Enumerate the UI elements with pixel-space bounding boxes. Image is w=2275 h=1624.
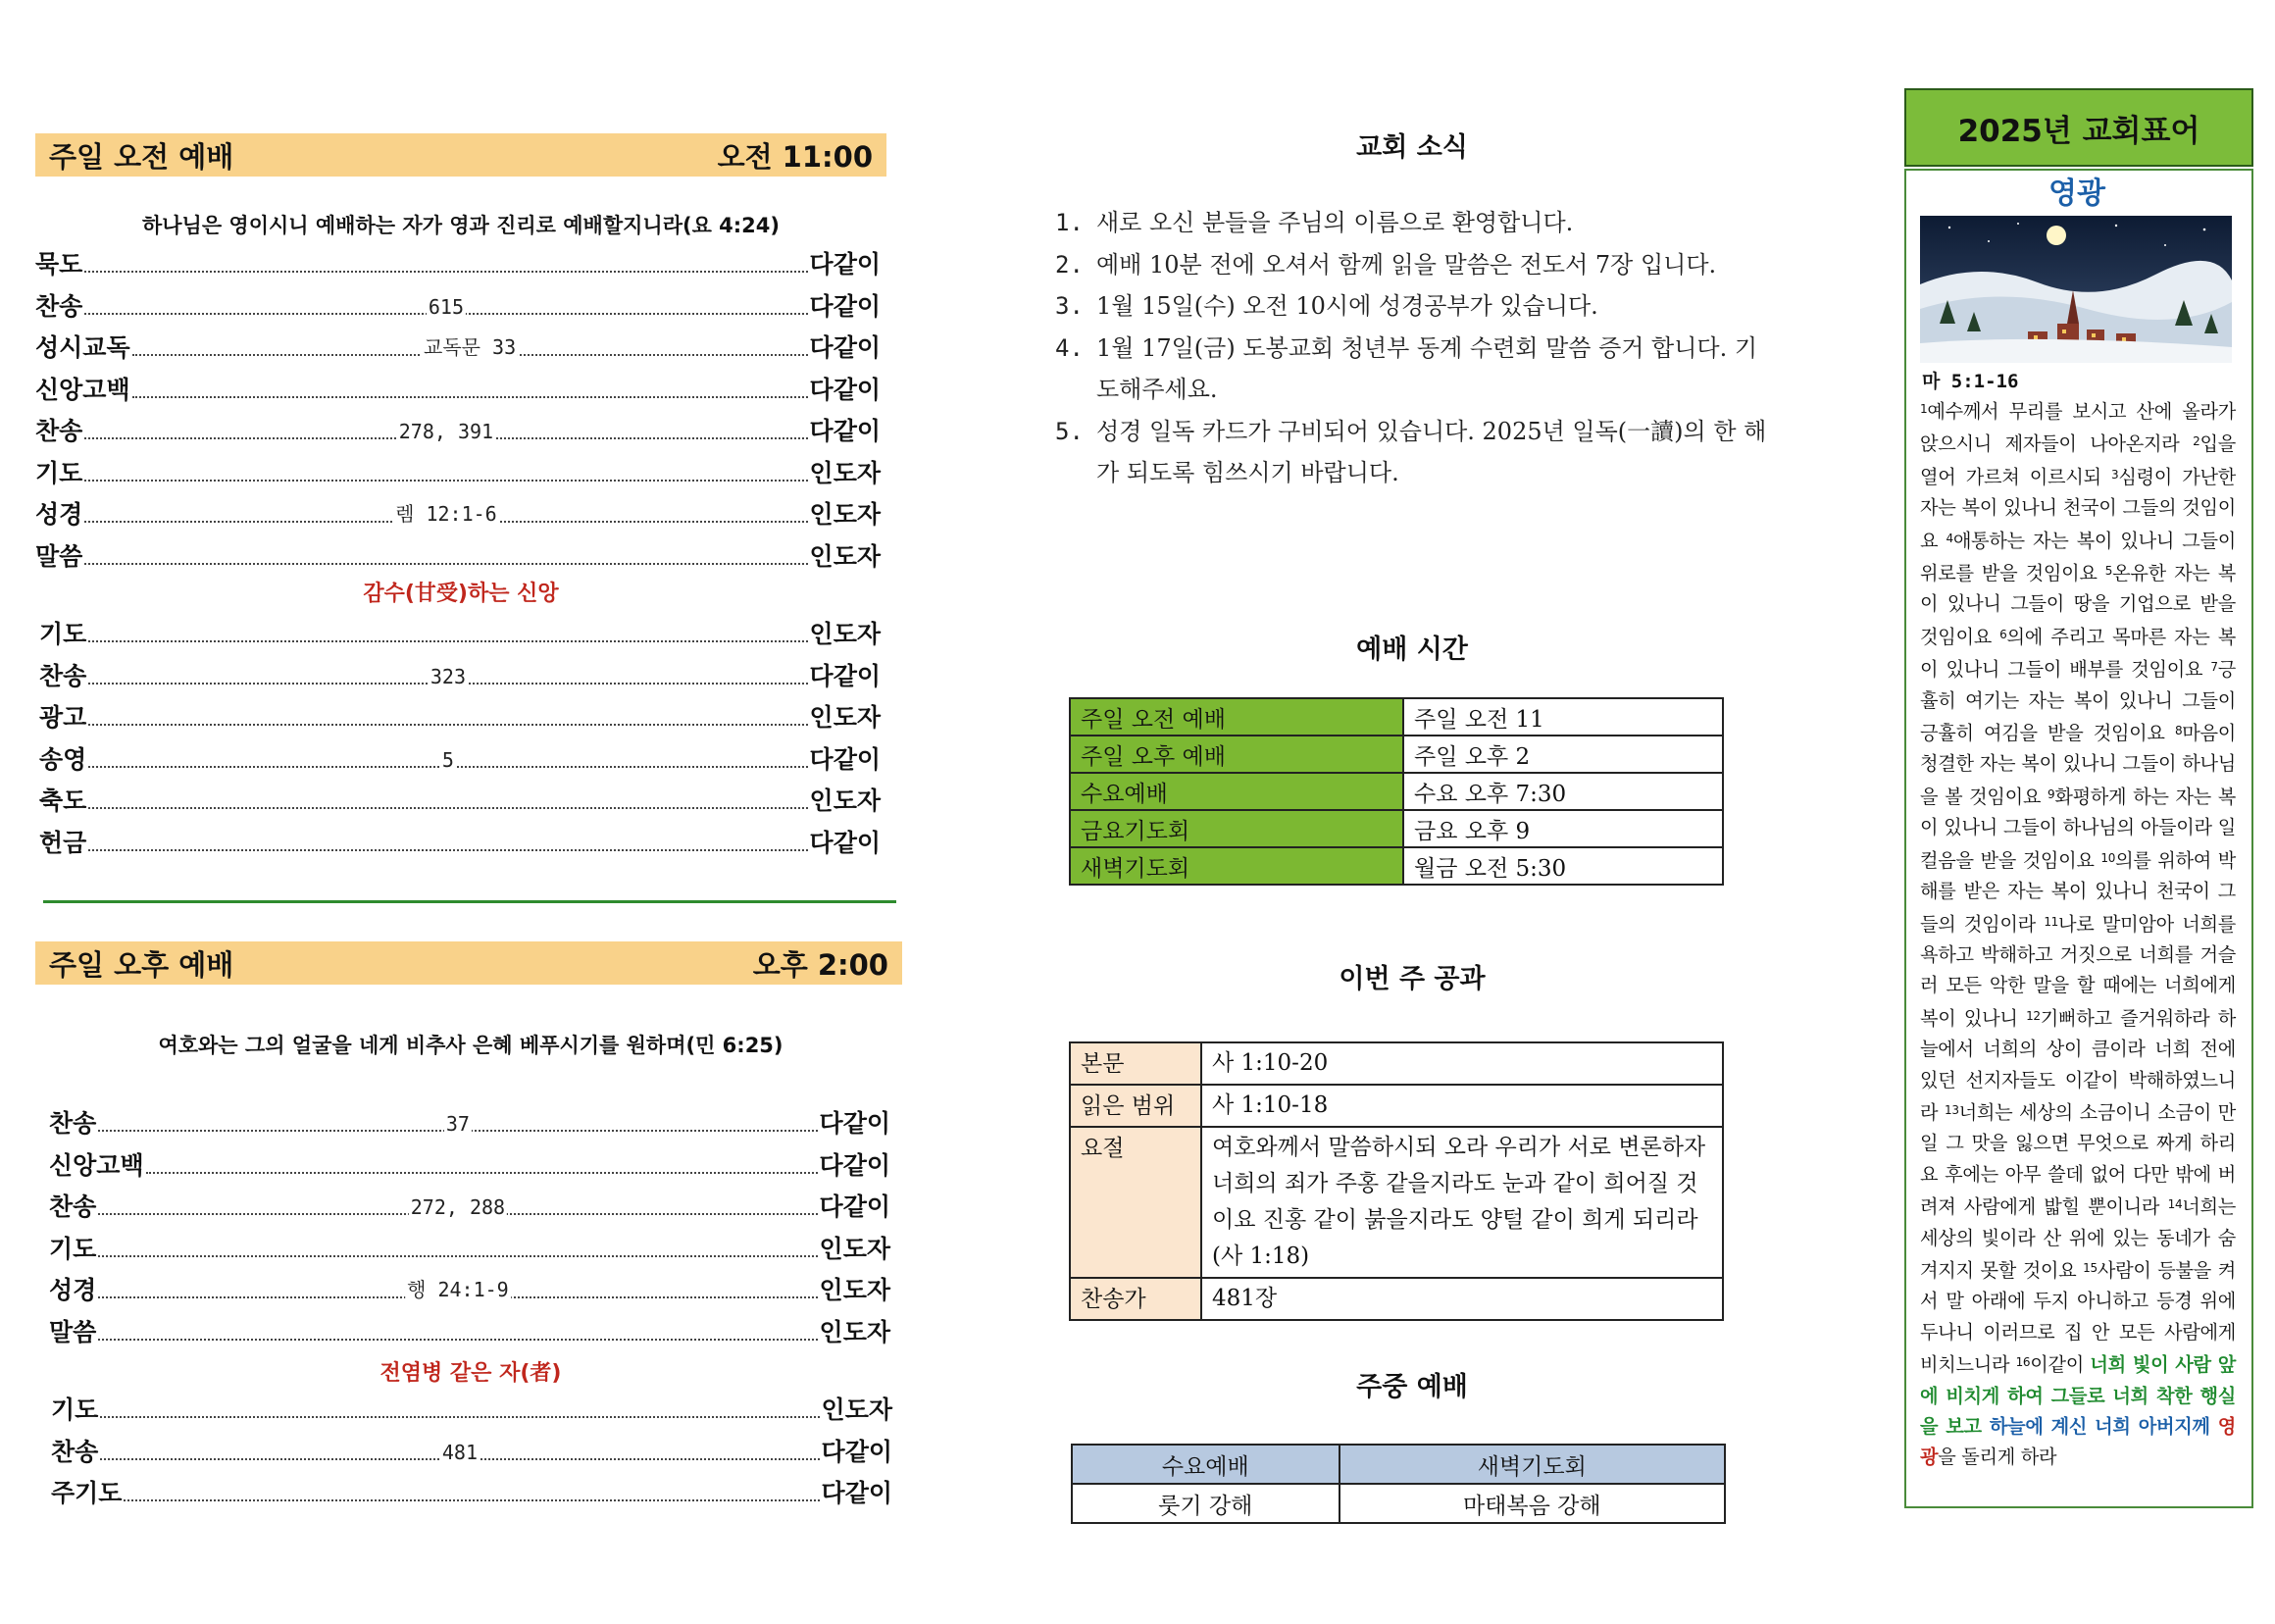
- order-row: [49, 1146, 890, 1182]
- scripture-reference: 마 5:1-16: [1922, 371, 2019, 392]
- dot-leader: [86, 657, 809, 692]
- section-divider: [43, 900, 896, 903]
- dot-leader: [130, 329, 810, 364]
- morning-service-title: 주일 오전 예배: [49, 139, 234, 174]
- order-item-name: 성경: [49, 1276, 97, 1304]
- order-item-leader: 다같이: [819, 1109, 890, 1138]
- dot-leader: [98, 1433, 821, 1468]
- dot-leader: [122, 1474, 821, 1509]
- afternoon-service-time: 오후 2:00: [752, 947, 888, 982]
- order-item-name: 찬송: [35, 291, 83, 321]
- verse-number: 5: [2104, 564, 2113, 579]
- verse-number: 14: [2167, 1197, 2183, 1212]
- scripture-segment: 화평하게 하는 자는 복이 있나니 그들이 하나님의 아들이라 일컬음을 받을 것임이요: [1920, 785, 2237, 872]
- order-item-detail: 렘 12:1-6: [393, 498, 499, 527]
- news-item-text: 새로 오신 분들을 주님의 이름으로 환영합니다.: [1096, 209, 1574, 236]
- order-item-name: 신앙고백: [35, 375, 130, 404]
- order-item-leader: 다같이: [821, 1479, 892, 1507]
- order-item-name: 기도: [51, 1396, 99, 1424]
- order-item-leader: 인도자: [819, 1317, 890, 1346]
- order-item-leader: 다같이: [809, 744, 881, 774]
- midweek-value-wed: 룻기 강해: [1072, 1484, 1340, 1523]
- worship-name: 수요예배: [1070, 773, 1403, 810]
- order-row: [39, 740, 881, 776]
- order-row: [39, 657, 881, 692]
- worship-time-row: [1070, 736, 1723, 773]
- scripture-segment: 의에 주리고 목마른 자는 복이 있나니 그들이 배부를 것임이요: [1920, 625, 2236, 682]
- order-item-leader: 다같이: [809, 250, 881, 279]
- scripture-segment: 예수께서 무리를 보시고 산에 올라가 앉으시니 제자들이 나아온지라: [1920, 400, 2236, 456]
- dot-leader: [82, 495, 809, 531]
- order-item-leader: 다같이: [809, 375, 881, 404]
- order-item-name: 찬송: [51, 1437, 99, 1466]
- order-item-name: 찬송: [35, 417, 83, 445]
- worship-name: 주일 오후 예배: [1070, 736, 1403, 773]
- dot-leader: [82, 287, 809, 323]
- news-item-number: 1.: [1055, 209, 1084, 236]
- verse-number: 13: [1945, 1102, 1959, 1117]
- scripture-segment: 의를 위하여 박해를 받은 자는 복이 있나니 천국이 그들의 것임이라: [1920, 848, 2237, 936]
- dot-leader: [86, 615, 809, 650]
- verse-number: 9: [2047, 787, 2055, 801]
- morning-verse: 하나님은 영이시니 예배하는 자가 영과 진리로 예배할지니라(요 4:24): [141, 214, 781, 237]
- midweek-table: [1071, 1444, 1726, 1524]
- dot-leader: [96, 1188, 819, 1223]
- order-item-detail: 37: [445, 1112, 470, 1136]
- scripture-segment: 긍휼히 여기는 자는 복이 있나니 그들이 긍휼히 여김을 받을 것임이요: [1920, 658, 2236, 745]
- lesson-label: 찬송가: [1070, 1278, 1201, 1320]
- order-item-name: 성경: [35, 500, 83, 529]
- worship-time-row: [1070, 698, 1723, 736]
- midweek-header-wed: 수요예배: [1072, 1445, 1340, 1484]
- news-item: [1055, 411, 1771, 494]
- order-item-leader: 다같이: [819, 1150, 890, 1180]
- news-item: [1055, 328, 1771, 411]
- verse-number: 4: [1946, 531, 1953, 545]
- dot-leader: [82, 412, 809, 447]
- dot-leader: [82, 245, 809, 280]
- news-item-number: 3.: [1055, 292, 1084, 320]
- morning-service-header: [35, 133, 886, 177]
- worship-times-table: [1069, 697, 1724, 886]
- dot-leader: [86, 698, 809, 734]
- church-motto-header: 2025년 교회표어: [1904, 88, 2253, 167]
- order-item-leader: 인도자: [809, 703, 881, 732]
- worship-times-title: 예배 시간: [1356, 634, 1468, 665]
- church-motto-word: 영광: [2048, 177, 2105, 211]
- worship-time-row: [1070, 773, 1723, 810]
- worship-name: 새벽기도회: [1070, 847, 1403, 885]
- order-row: [35, 245, 881, 280]
- order-row: [51, 1474, 892, 1509]
- order-row: [49, 1230, 890, 1265]
- order-item-leader: 인도자: [809, 458, 881, 487]
- lesson-value: 사 1:10-18: [1201, 1085, 1723, 1127]
- afternoon-sermon-title: 전염병 같은 자(者): [379, 1361, 562, 1386]
- verse-number: 15: [2083, 1260, 2098, 1275]
- church-news-list: [1055, 202, 1771, 494]
- order-row: [35, 287, 881, 323]
- scripture-segment: 기뻐하고 즐거워하라 하늘에서 너희의 상이 큼이라 너희 전에 있던 선지자들도 이같이 박해하였느니라: [1920, 1006, 2236, 1124]
- lesson-title: 이번 주 공과: [1339, 964, 1486, 994]
- lesson-row: [1070, 1278, 1723, 1320]
- scripture-segment: 이같이: [2030, 1353, 2091, 1377]
- order-item-name: 성시교독: [35, 333, 130, 362]
- midweek-title: 주중 예배: [1356, 1372, 1468, 1402]
- morning-service-time: 오전 11:00: [717, 139, 873, 174]
- order-item-leader: 인도자: [819, 1276, 890, 1304]
- verse-number: 3: [2110, 467, 2119, 482]
- order-row: [35, 329, 881, 364]
- order-item-leader: 다같이: [809, 661, 881, 690]
- order-item-detail: 272, 288: [410, 1195, 506, 1219]
- worship-name: 금요기도회: [1070, 810, 1403, 847]
- order-row: [39, 615, 881, 650]
- order-item-detail: 교독문 33: [422, 331, 518, 360]
- lesson-value: 여호와께서 말씀하시되 오라 우리가 서로 변론하자 너희의 죄가 주홍 같을지라도 눈과 같이 희어질 것이요 진홍 같이 붉을지라도 양털 같이 희게 되리라 (사 1:18): [1201, 1127, 1723, 1278]
- order-item-leader: 다같이: [819, 1193, 890, 1221]
- order-item-leader: 다같이: [809, 828, 881, 857]
- scripture-segment: 을 돌리게 하라: [1938, 1446, 2057, 1469]
- order-item-name: 축도: [39, 787, 87, 815]
- dot-leader: [82, 537, 809, 573]
- lesson-row: [1070, 1042, 1723, 1085]
- order-item-detail: 행 24:1-9: [405, 1274, 511, 1302]
- church-news-title: 교회 소식: [1356, 132, 1468, 163]
- order-item-name: 찬송: [49, 1193, 97, 1221]
- news-item-number: 2.: [1055, 250, 1084, 279]
- order-item-leader: 인도자: [821, 1396, 892, 1424]
- order-item-name: 말씀: [49, 1317, 97, 1346]
- order-item-name: 기도: [35, 458, 83, 487]
- order-item-name: 찬송: [39, 661, 87, 690]
- news-item-number: 4.: [1055, 333, 1084, 362]
- order-item-name: 송영: [39, 744, 87, 774]
- order-row: [39, 698, 881, 734]
- order-row: [39, 782, 881, 817]
- order-item-leader: 인도자: [809, 787, 881, 815]
- order-row: [51, 1433, 892, 1468]
- order-item-leader: 다같이: [809, 291, 881, 321]
- verse-number: 10: [2100, 850, 2116, 865]
- news-item: [1055, 244, 1771, 286]
- order-row: [49, 1313, 890, 1348]
- news-item-text: 예배 10분 전에 오셔서 함께 읽을 말씀은 전도서 7장 입니다.: [1096, 250, 1717, 279]
- order-item-detail: 481: [441, 1440, 478, 1464]
- verse-number: 8: [2174, 724, 2183, 738]
- lesson-label: 읽은 범위: [1070, 1085, 1201, 1127]
- order-item-name: 헌금: [39, 828, 87, 857]
- morning-sermon-title: 감수(甘受)하는 신앙: [363, 582, 559, 606]
- scripture-segment: 입을 열어 가르쳐 이르시되: [1920, 432, 2236, 488]
- order-row: [51, 1391, 892, 1426]
- order-item-leader: 다같이: [809, 333, 881, 362]
- news-item: [1055, 285, 1771, 328]
- lesson-row: [1070, 1127, 1723, 1278]
- scripture-segment: 너희는 세상의 빛이라 산 위에 있는 동네가 숨겨지지 못할 것이요: [1920, 1195, 2236, 1282]
- worship-time-row: [1070, 847, 1723, 885]
- midweek-value-dawn: 마태복음 강해: [1340, 1484, 1725, 1523]
- scripture-segment: 온유한 자는 복이 있나니 그들이 땅을 기업으로 받을 것임이요: [1920, 562, 2236, 648]
- order-item-detail: 5: [441, 747, 454, 772]
- news-item-text: 성경 일독 카드가 구비되어 있습니다. 2025년 일독(一讀)의 한 해가 되도록 힘쓰시기 바랍니다.: [1096, 417, 1767, 486]
- order-item-name: 기도: [39, 620, 87, 648]
- order-item-name: 광고: [39, 703, 87, 732]
- news-item: [1055, 202, 1771, 244]
- lesson-row: [1070, 1085, 1723, 1127]
- order-row: [35, 412, 881, 447]
- worship-time: 주일 오후 2: [1403, 736, 1723, 773]
- verse-number: 12: [2026, 1008, 2041, 1023]
- scripture-segment: 마음이 청결한 자는 복이 있나니 그들이 하나님을 볼 것임이요: [1920, 722, 2236, 808]
- dot-leader: [98, 1391, 821, 1426]
- scripture-text: [1920, 394, 2236, 1473]
- order-item-detail: 323: [430, 664, 466, 688]
- verse-number: 1: [1920, 402, 1928, 416]
- order-row: [49, 1271, 890, 1306]
- order-item-leader: 인도자: [809, 620, 881, 648]
- order-item-name: 주기도: [51, 1479, 123, 1507]
- lesson-table: [1069, 1041, 1724, 1321]
- order-item-name: 신앙고백: [49, 1150, 144, 1180]
- dot-leader: [86, 824, 809, 859]
- order-row: [49, 1188, 890, 1223]
- afternoon-service-header: [35, 941, 902, 985]
- worship-time: 월금 오전 5:30: [1403, 847, 1723, 885]
- afternoon-service-title: 주일 오후 예배: [49, 947, 234, 982]
- verse-number: 16: [2015, 1355, 2031, 1370]
- order-row: [35, 454, 881, 489]
- verse-number: 7: [2210, 660, 2218, 675]
- worship-time-row: [1070, 810, 1723, 847]
- midweek-header-dawn: 새벽기도회: [1340, 1445, 1725, 1484]
- order-item-detail: 615: [428, 294, 464, 319]
- dot-leader: [86, 740, 809, 776]
- news-item-number: 5.: [1055, 417, 1084, 445]
- afternoon-verse: 여호와는 그의 얼굴을 네게 비추사 은혜 베푸시기를 원하며(민 6:25): [158, 1034, 784, 1057]
- worship-name: 주일 오전 예배: [1070, 698, 1403, 736]
- news-item-text: 1월 17일(금) 도봉교회 청년부 동계 수련회 말씀 증거 합니다. 기도해주세요.: [1096, 333, 1758, 403]
- scripture-segment: 심령이 가난한 자는 복이 있나니 천국이 그들의 것임이요: [1920, 465, 2237, 552]
- scripture-segment: 애통하는 자는 복이 있나니 그들이 위로를 받을 것임이요: [1920, 529, 2236, 585]
- dot-leader: [96, 1313, 819, 1348]
- scripture-segment: 너희는 세상의 소금이니 소금이 만일 그 맛을 잃으면 무엇으로 짜게 하리요 후에는 아무 쓸데 없어 다만 밖에 버려져 사람에게 밟힐 뿐이니라: [1920, 1100, 2236, 1219]
- order-item-leader: 다같이: [809, 417, 881, 445]
- order-item-detail: 278, 391: [398, 420, 494, 443]
- lesson-value: 481장: [1201, 1278, 1723, 1320]
- scripture-segment: 영광: [1920, 1415, 2236, 1469]
- order-item-leader: 인도자: [809, 500, 881, 529]
- lesson-label: 요절: [1070, 1127, 1201, 1278]
- worship-time: 금요 오후 9: [1403, 810, 1723, 847]
- scripture-segment: 나로 말미암아 너희를 욕하고 박해하고 거짓으로 너희를 거슬러 모든 악한 말을 할 때에는 너희에게 복이 있나니: [1920, 912, 2236, 1030]
- lesson-label: 본문: [1070, 1042, 1201, 1085]
- scripture-segment: 너희 빛이 사람 앞에 비치게 하여 그들로 너희 착한 행실을 보고: [1920, 1353, 2236, 1438]
- order-item-name: 말씀: [35, 541, 83, 571]
- verse-number: 2: [2193, 434, 2200, 449]
- dot-leader: [82, 454, 809, 489]
- order-item-leader: 인도자: [819, 1234, 890, 1263]
- dot-leader: [96, 1104, 819, 1140]
- order-row: [35, 537, 881, 573]
- news-item-text: 1월 15일(수) 오전 10시에 성경공부가 있습니다.: [1096, 292, 1598, 320]
- order-item-name: 묵도: [35, 250, 83, 279]
- scripture-segment: 하늘에 계신 너희 아버지께: [1989, 1415, 2218, 1438]
- order-item-leader: 인도자: [809, 541, 881, 571]
- order-row: [35, 495, 881, 531]
- scripture-segment: 사람이 등불을 켜서 말 아래에 두지 아니하고 등경 위에 두나니 이러므로 집 안 모든 사람에게 비치느니라: [1920, 1258, 2237, 1377]
- verse-number: 11: [2044, 914, 2058, 929]
- dot-leader: [96, 1271, 819, 1306]
- worship-time: 수요 오후 7:30: [1403, 773, 1723, 810]
- dot-leader: [86, 782, 809, 817]
- worship-time: 주일 오전 11: [1403, 698, 1723, 736]
- order-row: [39, 824, 881, 859]
- order-item-leader: 다같이: [821, 1437, 892, 1466]
- winter-village-night-picture: [1920, 216, 2232, 363]
- order-item-name: 찬송: [49, 1109, 97, 1138]
- order-row: [49, 1104, 890, 1140]
- dot-leader: [130, 371, 810, 406]
- dot-leader: [96, 1230, 819, 1265]
- order-row: [35, 371, 881, 406]
- dot-leader: [144, 1146, 820, 1182]
- verse-number: 6: [1999, 627, 2007, 641]
- lesson-value: 사 1:10-20: [1201, 1042, 1723, 1085]
- order-item-name: 기도: [49, 1234, 97, 1263]
